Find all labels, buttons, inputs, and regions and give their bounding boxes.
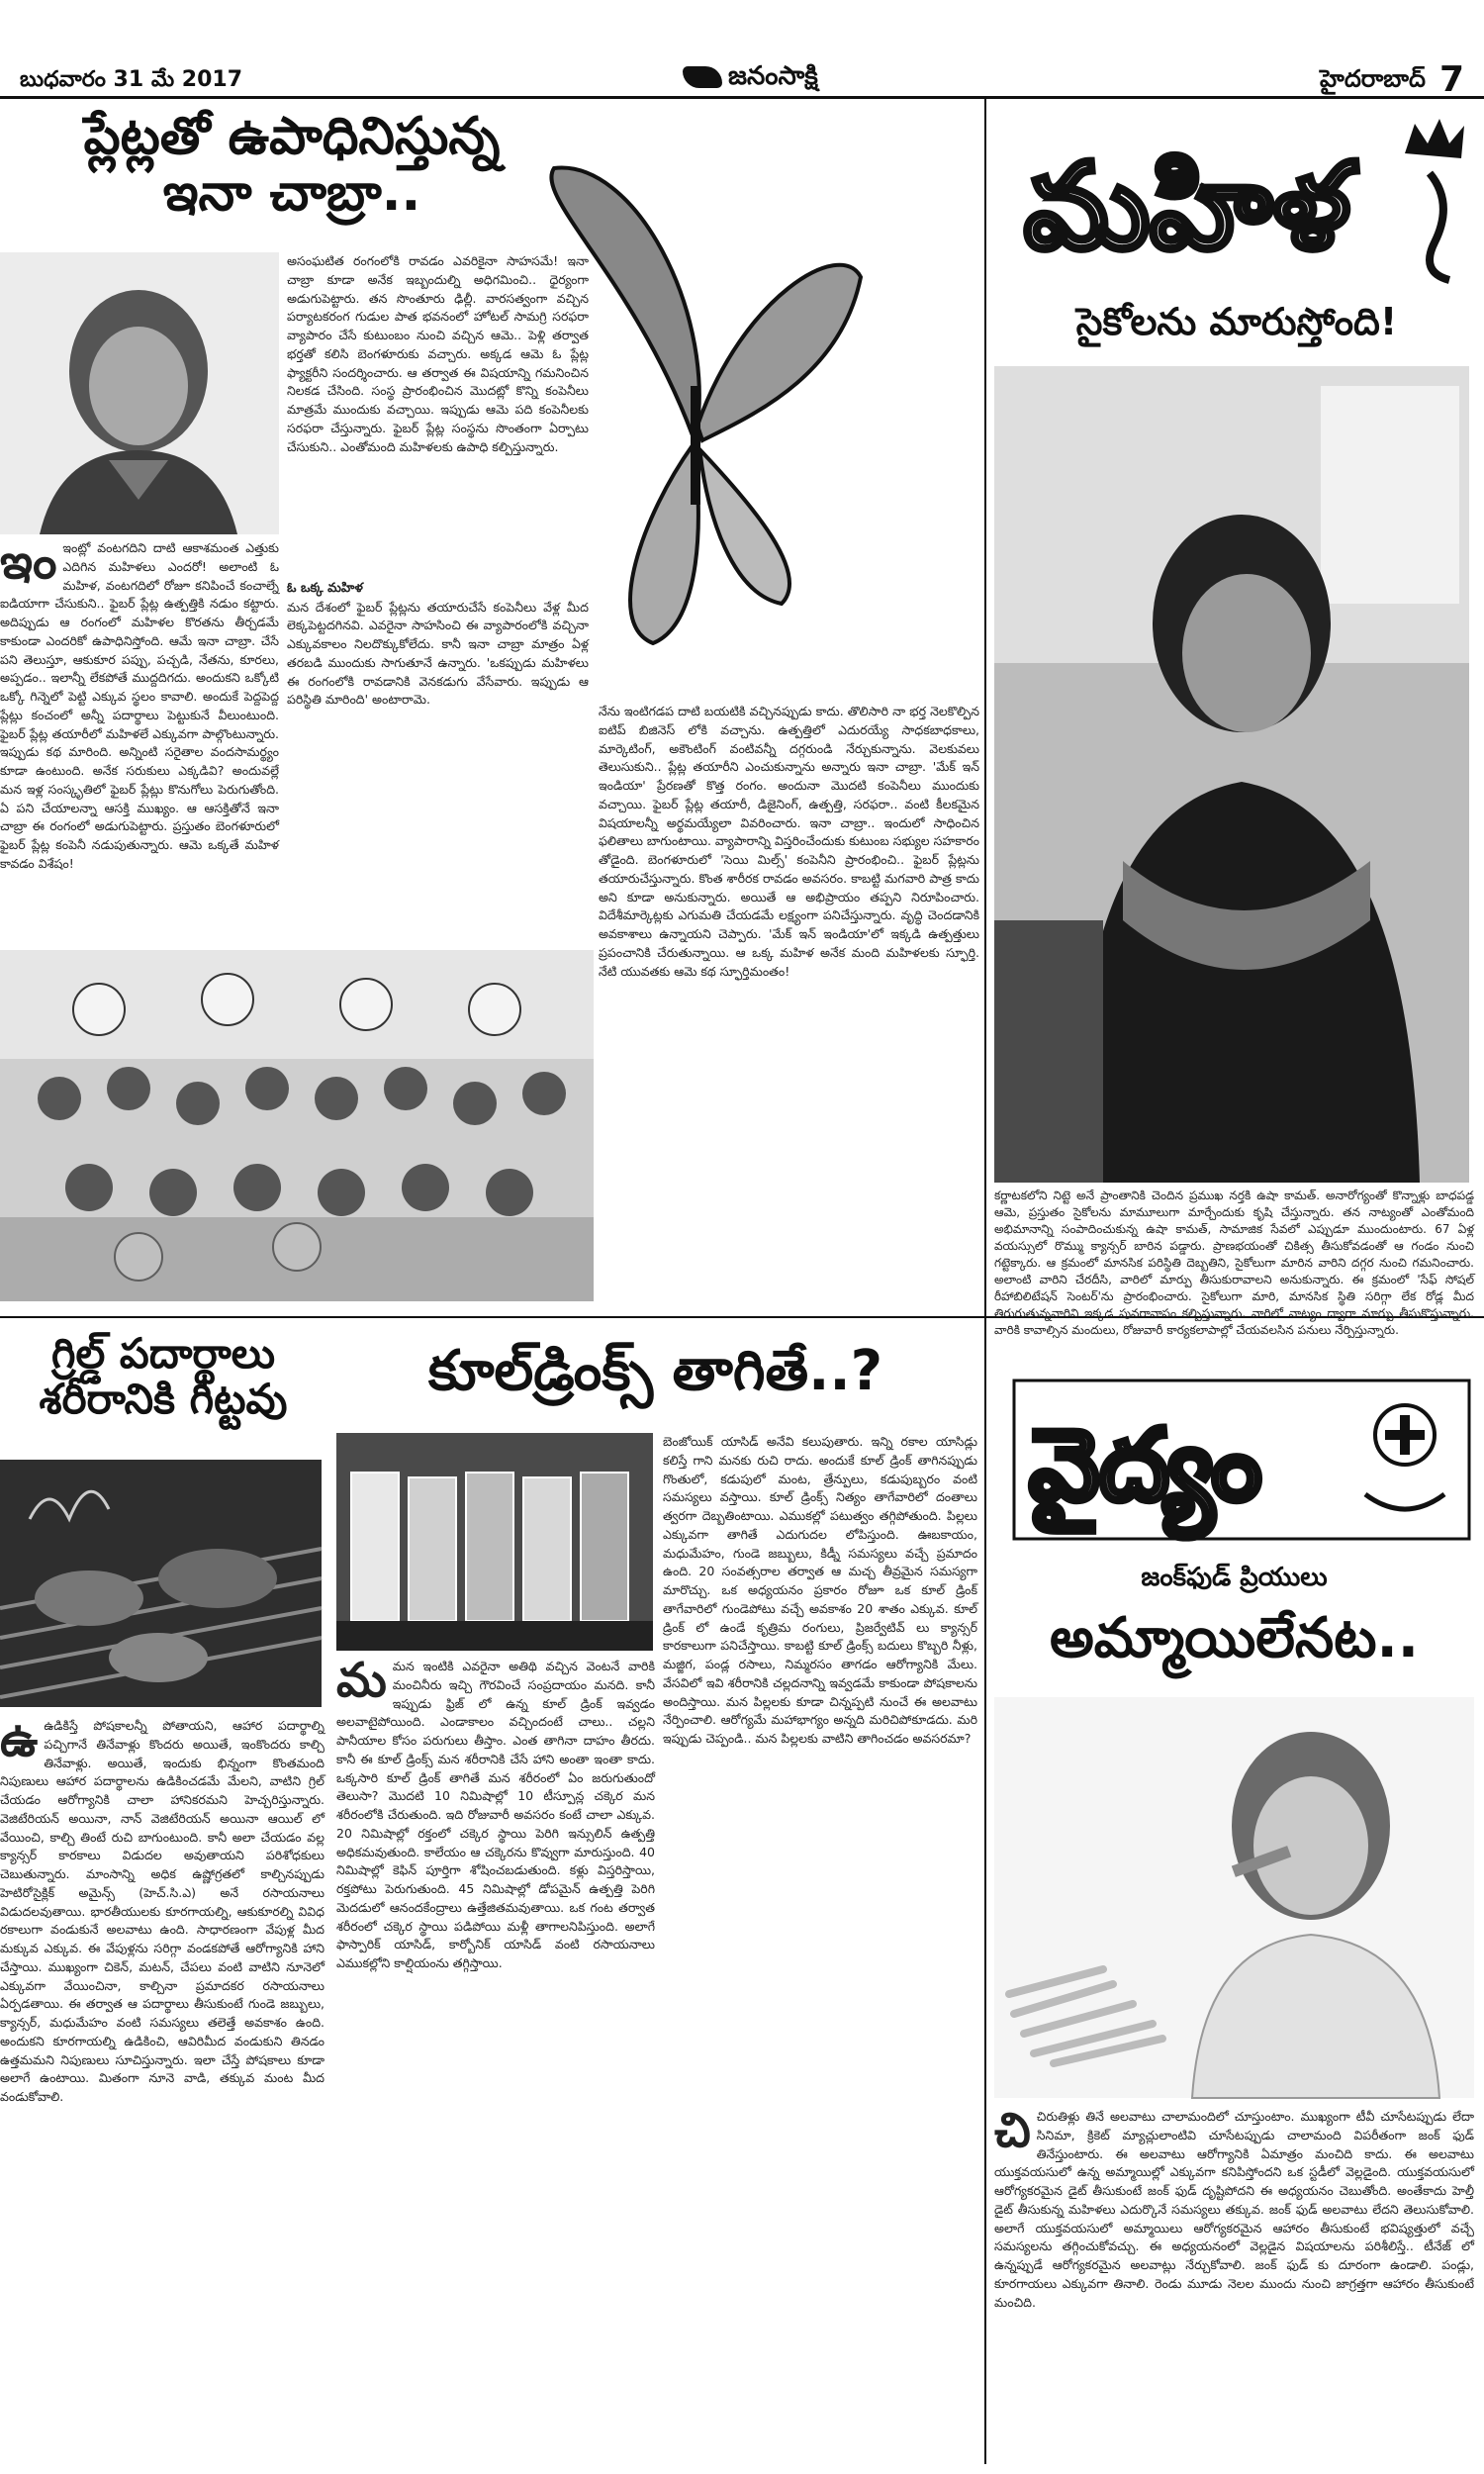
vaidyam-logo-text: వైద్యం: [1029, 1407, 1262, 1523]
colddrinks-col-a-text: మన ఇంటికి ఎవరైనా అతిథి వచ్చిన వెంటనే వారికి మంచినీరు ఇచ్చి గౌరవించే సంప్రదాయం మనది. కానీ ఇప్పుడు ఫ్రిజ్ లో ఉన్న కూల్ డ్రింక్ ఇవ్వడం అలవాటైపోయింది. ఎండాకాలం వచ్చిందంటే చాలు.. చల్లని పానీయాల కోసం పరుగులు తీస్తాం. ఎంత తాగినా దాహం తీరదు. కానీ ఈ కూల్ డ్రింక్స్ మన శరీరానికి చేసే హాని అంతా ఇంతా కాదు. ఒక్కసారి కూల్ డ్రింక్ తాగితే మన శరీరంలో ఏం జరుగుతుందో తెలుసా? మొదటి 10 నిమిషాల్లో 10 టీస్పూన్ల చక్కెర మన శరీరంలోకి చేరుతుంది. ఇది రోజువారీ అవసరం కంటే చాలా ఎక్కువ. 20 నిమిషాల్లో రక్తంలో చక్కెర స్థాయి పెరిగి ఇన్సులిన్ ఉత్పత్తి అధికమవుతుంది. కాలేయం ఆ చక్కెరను కొవ్వుగా మారుస్తుంది. 40 నిమిషాల్లో కెఫిన్ పూర్తిగా శోషించబడుతుంది. కళ్లు విస్తరిస్తాయి, రక్తపోటు పెరుగుతుంది. 45 నిమిషాల్లో డోపమైన్ ఉత్పత్తి పెరిగి మెదడులో ఆనందకేంద్రాలు ఉత్తేజితమవుతాయి. ఒక గంట తర్వాత శరీరంలో చక్కెర స్థాయి పడిపోయి మళ్లీ తాగాలనిపిస్తుంది. అలాగే ఫాస్పారిక్ యాసిడ్, కార్బోనిక్ యాసిడ్ వంటి రసాయనాలు ఎముకల్లోని కాల్షియంను తగ్గిస్తాయి.: [336, 1659, 655, 1970]
colddrinks-photo: [336, 1433, 653, 1651]
colddrinks-headline: కూల్‌డ్రింక్స్ తాగితే..?: [427, 1339, 883, 1403]
article1-subhead: ఓ ఒక్క మహిళ: [287, 581, 363, 596]
article1-col-c-text: నేను ఇంటిగడప దాటి బయటికి వచ్చినప్పుడు కాదు. తొలిసారి నా భర్త నెలకొల్పిన ఐటిప్ బిజినెస్ లోకి వచ్చాను. ఉత్పత్తిలో ఎదురయ్యే సాధకబాధకాలు, మార్కెటింగ్, అకౌంటింగ్ వంటివన్నీ దగ్గరుండి నేర్చుకున్నాను. వెలకువలు తెలుసుకుని.. ప్లేట్ల తయారీని ఎంచుకున్నాను అన్నారు ఇనా చాబ్రా. 'మేక్ ఇన్ ఇండియా' ప్రేరణతో కొత్త రంగం. అందునా మొదటి కంపెనీలు ముందుకు వచ్చాయి. ఫైబర్ ప్లేట్ల తయారీ, డిజైనింగ్, ఉత్పత్తి, సరఫరా.. వంటి కీలకమైన విషయాలన్నీ అర్థమయ్యేలా వివరించారు. ఇనా చాబ్రా.. ఇందులో సాధించిన ఫలితాలు బాగుంటాయి. వ్యాపారాన్ని విస్తరించేందుకు కుటుంబ సభ్యుల సహకారం తోడైంది. బెంగళూరులో 'సెయి మిల్స్' కంపెనీని ప్రారంభించి.. ఫైబర్ ప్లేట్లను తయారుచేస్తున్నారు. కొంత శారీరక రావడం అవసరం. కాబట్టి మగవారి పాత్ర కాదు అని కూడా అనుకున్నారు. అయితే ఆ అభిప్రాయం తప్పని నిరూపించారు. విదేశీమార్కెట్లకు ఎగుమతి చేయడమే లక్ష్యంగా పనిచేస్తున్నారు. వృద్ధి చెందడానికి అవకాశాలు ఉన్నాయని చెప్పారు. 'మేక్ ఇన్ ఇండియా'లో ఇక్కడి ఉత్పత్తులు ప్రపంచానికి చేరుతున్నాయి. ఆ ఒక్క మహిళ అనేక మంది మహిళలకు స్ఫూర్తి. నేటి యువతకు ఆమె కథ స్ఫూర్తిమంతం!: [599, 704, 979, 979]
mahila-body: [994, 1188, 1474, 1338]
junkfood-girl-photo: [994, 1697, 1474, 2098]
paper-name-text: జనంసాక్షి: [728, 61, 818, 91]
city-name: హైదరాబాద్: [1320, 64, 1426, 93]
grilled-body-text: ఉడికిస్తే పోషకాలన్నీ పోతాయని, ఆహార పదార్థాల్ని పచ్చిగానే తినేవాళ్లు కొందరు అయితే, ఇంకొందరు కాల్చి తినేవాళ్లు. అయితే, ఇందుకు భిన్నంగా కొంతమంది నిపుణులు ఆహార పదార్థాలను ఉడికించడమే మేలని, వాటిని గ్రిల్ చేయడం ఆరోగ్యానికి చాలా హానికరమని హెచ్చరిస్తున్నారు. వెజిటేరియన్ అయినా, నాన్ వెజిటేరియన్ అయినా ఆయిల్ లో వేయించి, కాల్చి తింటే రుచి బాగుంటుంది. కానీ అలా చేయడం వల్ల క్యాన్సర్ కారకాలు విడుదల అవుతాయని పరిశోధకులు చెబుతున్నారు. మాంసాన్ని అధిక ఉష్ణోగ్రతలో కాల్చినప్పుడు హెటిరోసైక్లిక్ అమైన్స్ (హెచ్.సి.ఎ) అనే రసాయనాలు విడుదలవుతాయి. భారతీయులకు కూరగాయల్ని, ఆకుకూరల్ని వివిధ రకాలుగా వండుకునే అలవాటు ఉంది. సాధారణంగా వేపుళ్ల మీద మక్కువ ఎక్కువ. ఈ వేపుళ్లను సరిగ్గా వండకపోతే ఆరోగ్యానికి హాని చేస్తాయి. ముఖ్యంగా చికెన్, మటన్, చేపలు వంటి వాటిని నూనెలో ఎక్కువగా వేయించినా, కాల్చినా ప్రమాదకర రసాయనాలు ఏర్పడతాయి. ఈ తర్వాత ఆ పదార్థాలు తీసుకుంటే గుండె జబ్బులు, క్యాన్సర్, మధుమేహం వంటి సమస్యలు తలెత్తే అవకాశం ఉంది. అందుకని కూరగాయల్ని ఉడికించి, ఆవిరిమీద వండుకుని తినడం ఉత్తమమని నిపుణులు సూచిస్తున్నారు. ఇలా చేస్తే పోషకాలు కూడా అలాగే ఉంటాయి. మితంగా నూనె వాడి, తక్కువ మంట మీద వండుకోవాలి.: [0, 1718, 325, 2104]
grill-illustration: [0, 1460, 322, 1707]
vaidyam-kicker: జంక్‌ఫుడ్ ప్రియులు: [1141, 1563, 1328, 1592]
grilled-dropcap: ఉ: [0, 1712, 39, 1767]
colddrinks-dropcap: మ: [336, 1653, 387, 1708]
article1-dropcap: ఇం: [0, 534, 57, 590]
grilled-headline-line2: శరీరానికి గిట్టవు: [39, 1375, 288, 1424]
usha-kamath-photo: [994, 366, 1469, 1183]
colddrinks-col-b: [663, 1433, 977, 2464]
mahila-headline: సైకోలను మారుస్తోంది!: [1075, 300, 1398, 343]
mahila-logo-icon: [1014, 114, 1469, 282]
issue-date: బుధవారం 31 మే 2017: [20, 67, 242, 92]
article1-headline: [45, 109, 539, 222]
vaidyam-headline: అమ్మాయిలేనట..: [1049, 1606, 1420, 1670]
workers-group-illustration: [0, 950, 594, 1301]
article1-col-b: [287, 252, 589, 574]
grilled-food-photo: [0, 1460, 322, 1707]
column-rule-main: [984, 99, 986, 2464]
page-number: 7: [1438, 59, 1464, 100]
section-divider-top: [0, 1316, 984, 1318]
usha-kamath-illustration: [994, 366, 1469, 1183]
vaidyam-body-text: చిరుతిళ్లు తినే అలవాటు చాలామందిలో చూస్తుంటాం. ముఖ్యంగా టీవీ చూసేటప్పుడు లేదా సినిమా, క్రికెట్ మ్యాచ్లులాంటివి చూసేటప్పుడు చాలామంది విపరీతంగా జంక్ ఫుడ్ తినేస్తుంటారు. ఈ అలవాటు ఆరోగ్యానికి ఏమాత్రం మంచిది కాదు. ఈ అలవాటు యుక్తవయసులో ఉన్న అమ్మాయిల్లో ఎక్కువగా కనిపిస్తోందని ఒక స్టడీలో వెల్లడైంది. యుక్తవయసులో ఆరోగ్యకరమైన డైట్ తీసుకుంటే జంక్ ఫుడ్ దృష్టిపోదని ఈ అధ్యయనం చెబుతోంది. అంతేకాదు హెల్తీ డైట్ తీసుకున్న మహిళలు ఎదుర్కొనే సమస్యలు తక్కువ. జంక్ ఫుడ్ అలవాటు లేదని తెలుసుకోవాలి. అలాగే యుక్తవయసులో అమ్మాయిలు ఆరోగ్యకరమైన ఆహారం తీసుకుంటే భవిష్యత్తులో వచ్చే సమస్యలను తగ్గించుకోవచ్చు. ఈ అధ్యయనంలో వెల్లడైన విషయాలను పరిశీలిస్తే.. టీనేజ్ లో ఉన్నప్పుడే ఆరోగ్యకరమైన అలవాట్లు నేర్చుకోవాలి. జంక్ ఫుడ్ కు దూరంగా ఉండాలి. పండ్లు, కూరగాయలు ఎక్కువగా తినాలి. రెండు మూడు నెలల ముందు నుంచి జాగ్రత్తగా ఆహారం తీసుకుంటే మంచిది.: [994, 2109, 1474, 2310]
mahila-section-logo: [1014, 114, 1469, 282]
paper-name: [683, 61, 818, 97]
edition: [1320, 59, 1464, 100]
vaidyam-logo-icon: [1009, 1376, 1474, 1544]
article1-headline-line2: ఇనా చాబ్రా..: [162, 163, 421, 224]
article1-col-a-text: ఇంట్లో వంటగదిని దాటి ఆకాశమంత ఎత్తుకు ఎదిగిన మహిళలు ఎందరో! అలాంటి ఓ మహిళ, వంటగదిలో రోజూ కనిపించే కంచాల్నే ఐడియాగా చేసుకుని.. ఫైబర్ ప్లేట్ల ఉత్పత్తికి నడుం కట్టారు. అదిప్పుడు ఆ రంగంలో మహిళల కొరతను తీర్చడమే కాకుండా ఎందరికో ఉపాధినిస్తోంది. ఆమే ఇనా చాబ్రా. చేసే పని తెలుస్తూ, ఆకుకూర పప్పు, పచ్చడి, నేతను, కూరలు, అప్పడం.. ఇలాన్నీ లేకపోతే ముద్దదిగదు. అందుకని ఒక్కోటి ఒక్కో గిన్నెలో పెట్టి ఎక్కువ స్థలం కావాలి. అందుకే పెద్దపెద్ద ప్లేట్లు కంచంలో అన్నీ పదార్థాలు పెట్టుకునే వీలుంటుంది. ఫైబర్ ప్లేట్ల తయారీలో మహిళలే ఎక్కువగా పాల్గొంటున్నారు. ఇప్పుడు కథ మారింది. అన్నింటి సరైతాల వందసామర్థ్యం కూడా ఉంటుంది. అనేక సరుకులు ఎక్కడివి? అందువల్లే మన ఇళ్ల సంస్కృతిలో ఫైబర్ ప్లేట్లు కొనుగోలు పెరుగుతోంది. ఏ పని చేయాలన్నా ఆసక్తి ముఖ్యం. ఆ ఆసక్తితోనే ఇనా చాబ్రా ఈ రంగంలో అడుగుపెట్టారు. ప్రస్తుతం బెంగళూరులో ఫైబర్ ప్లేట్ల కంపెనీ నడుపుతున్నారు. ఆమె ఒక్కతే మహిళ కావడం విశేషం!: [0, 540, 279, 871]
ina-chabra-photo: [0, 252, 279, 534]
paper-logo-icon: [683, 66, 722, 88]
article1-col-b2: [287, 579, 589, 945]
masthead: [0, 0, 1484, 99]
grilled-headline: [10, 1331, 317, 1422]
ina-chabra-illustration: [0, 252, 279, 534]
vaidyam-dropcap: చి: [994, 2103, 1031, 2158]
grilled-body: [0, 1712, 325, 2464]
workers-group-photo: [0, 950, 594, 1301]
article1-col-b-text: అసంఘటిత రంగంలోకి రావడం ఎవరికైనా సాహసమే! ఇనా చాబ్రా కూడా అనేక ఇబ్బందుల్ని అధిగమించి.. ధైర్యంగా అడుగుపెట్టారు. తన సొంతూరు ఢిల్లీ. వారసత్వంగా వచ్చిన పర్యాటకరంగ గుడుల పాత భవనంలో హోటల్ సామగ్రి సరఫరా వ్యాపారం చేసే కుటుంబం నుంచి వచ్చిన ఆమె.. పెళ్లి తర్వాత భర్తతో కలిసి బెంగళూరుకు వచ్చారు. అక్కడ ఆమె ఓ ప్లేట్ల ఫ్యాక్టరీని సందర్శించారు. ఆ తర్వాత ఈ విషయాన్ని గమనించిన నిలకడ చేసింది. సంస్థ ప్రారంభించిన మొదట్లో కొన్ని కంపెనీలు మాత్రమే ముందుకు వచ్చాయి. ఇప్పుడు ఆమె పది కంపెనీలకు సరఫరా చేస్తున్నారు. ఫైబర్ ప్లేట్ల సంస్థను సొంతంగా ఏర్పాటు చేసుకుని.. ఎంతోమంది మహిళలకు ఉపాధి కల్పిస్తున్నారు.: [287, 253, 589, 454]
mahila-logo-text: మహిళ: [1024, 139, 1350, 276]
mahila-body-text: కర్ణాటకలోని నిట్టె అనే ప్రాంతానికి చెందిన ప్రముఖ నర్తకి ఉషా కామత్. అనారోగ్యంతో కొన్నాళ్లు బాధపడ్డ ఆమె, ప్రస్తుతం సైకోలను మామూలుగా మార్చేందుకు కృషి చేస్తున్నారు. తన నాట్యంతో ఎంతోమంది అభిమానాన్ని సంపాదించుకున్న ఉషా కామత్, సామాజిక సేవలో ఎప్పుడూ ముందుంటారు. 67 ఏళ్ల వయస్సులో రొమ్ము క్యాన్సర్ బారిన పడ్డారు. ప్రాణభయంతో చికిత్స తీసుకోవడంతో ఆ గండం నుంచి గట్టెక్కారు. ఆ క్రమంలో మానసిక పరిస్థితి దెబ్బతిని, సైకోలుగా మారిన వారిని దగ్గర నుంచి గమనించారు. అలాంటి వారిని చేరదీసి, వారిలో మార్పు తీసుకురావాలని అనుకున్నారు. ఈ క్రమంలో 'సేఫ్ సోషల్ రీహాబిలిటేషన్ సెంటర్'ను ప్రారంభించారు. సైకోలుగా మారి, మానసిక స్థితి సరిగ్గా లేక రోడ్ల మీద తిరుగుతున్నవారిని ఇక్కడ పునరావాసం కల్పిస్తున్నారు. వారిలో నాట్యం ద్వారా మార్పు తీసుకొస్తున్నారు. వారికి కావాల్సిన మందులు, రోజువారీ కార్యకలాపాల్లో చేయవలసిన పనులు నేర్పిస్తున్నారు.: [994, 1189, 1474, 1338]
drinks-illustration: [336, 1433, 653, 1651]
colddrinks-col-b-text: బెంజోయిక్ యాసిడ్ అనేవి కలుపుతారు. ఇన్ని రకాల యాసిడ్లు కలిస్తే గాని మనకు రుచి రాదు. అందుకే కూల్ డ్రింక్ తాగినప్పుడు గొంతులో, కడుపులో మంట, త్రేన్పులు, కడుపుబ్బరం వంటి సమస్యలు వస్తాయి. కూల్ డ్రింక్స్ నిత్యం తాగేవారిలో దంతాలు త్వరగా దెబ్బతింటాయి. ఎముకల్లో పటుత్వం తగ్గిపోతుంది. పిల్లలు ఎక్కువగా తాగితే ఎదుగుదల లోపిస్తుంది. ఊబకాయం, మధుమేహం, గుండె జబ్బులు, కిడ్నీ సమస్యలు వచ్చే ప్రమాదం ఉంది. 20 సంవత్సరాల తర్వాత ఆ మచ్చ తీవ్రమైన సమస్యగా మారొచ్చు. ఒక అధ్యయనం ప్రకారం రోజూ ఒక కూల్ డ్రింక్ తాగేవారిలో గుండెపోటు వచ్చే అవకాశం 20 శాతం ఎక్కువ. కూల్ డ్రింక్ లో ఉండే కృత్రిమ రంగులు, ప్రిజర్వేటివ్ లు క్యాన్సర్ కారకాలుగా పనిచేస్తాయి. కాబట్టి కూల్ డ్రింక్స్ బదులు కొబ్బరి నీళ్లు, మజ్జిగ, పండ్ల రసాలు, నిమ్మరసం తాగడం ఆరోగ్యానికి మేలు. వేసవిలో ఇవి శరీరానికి చల్లదనాన్ని ఇవ్వడమే కాకుండా పోషకాలను అందిస్తాయి. మన పిల్లలకు కూడా చిన్నప్పటి నుంచే ఈ అలవాటు నేర్పించాలి. ఆరోగ్యమే మహాభాగ్యం అన్నది మరిచిపోకూడదు. మరి ఇప్పుడు చెప్పండి.. మన పిల్లలకు వాటిని తాగించడం అవసరమా?: [663, 1434, 977, 1746]
article1-headline-line1: ప్లేట్లతో ఉపాధినిస్తున్న: [83, 107, 501, 166]
article1-col-b2-text: మన దేశంలో ఫైబర్ ప్లేట్లను తయారుచేసే కంపెనీలు వేళ్ల మీద లెక్కపెట్టదగినవి. ఎవరైనా సాహసించి ఈ వ్యాపారంలోకి వచ్చినా ఎక్కువకాలం నిలదొక్కుకోలేదు. కానీ ఇనా చాబ్రా మాత్రం ఏళ్ల తరబడి ముందుకు సాగుతూనే ఉన్నారు. 'ఒకప్పుడు మహిళలు ఈ రంగంలోకి రావడానికి వెనకడుగు వేసేవారు. ఇప్పుడు ఆ పరిస్థితి మారింది' అంటారామె.: [287, 599, 589, 708]
vaidyam-section-logo: [1009, 1376, 1474, 1544]
girl-eating-fries-illustration: [994, 1697, 1474, 2098]
colddrinks-col-a: [336, 1653, 655, 2464]
vaidyam-body: [994, 2103, 1474, 2464]
grilled-headline-line1: గ్రిల్డ్ పదార్థాలు: [50, 1329, 276, 1378]
article1-col-a: [0, 534, 279, 945]
article1-col-c: [599, 703, 979, 1311]
